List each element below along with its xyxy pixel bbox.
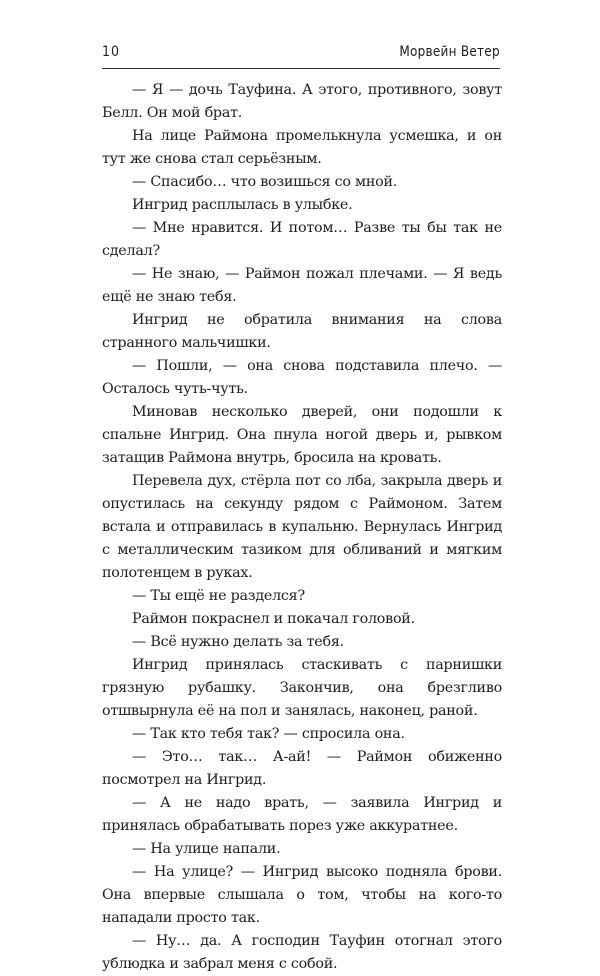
paragraph: — На улице? — Ингрид высоко подняла брови. Она впервые слышала о том, чтобы на кого-то нападали просто так. [102, 864, 502, 926]
page-header [102, 42, 500, 69]
page-number: 10 [102, 44, 121, 60]
paragraph: — Ну… да. А господин Тауфин отогнал этого ублюдка и забрал меня с собой. [102, 933, 502, 972]
paragraph: — Это… так… А-ай! — Раймон обиженно посмотрел на Ингрид. [102, 749, 502, 788]
paragraph: — Мне нравится. И потом… Разве ты бы так не сделал? [102, 220, 502, 259]
paragraph: — Ты ещё не разделся? [132, 588, 305, 604]
paragraph: — Я — дочь Тауфина. А этого, противного, зовут Белл. Он мой брат. [102, 82, 502, 121]
paragraph: Ингрид расплылась в улыбке. [132, 197, 353, 213]
paragraph: — Не знаю, — Раймон пожал плечами. — Я ведь ещё не знаю тебя. [102, 266, 502, 305]
paragraph: Ингрид не обратила внимания на слова странного мальчишки. [102, 312, 502, 351]
paragraph: — На улице напали. [132, 841, 281, 857]
body-text [102, 79, 502, 976]
paragraph: — Так кто тебя так? — спросила она. [132, 726, 405, 742]
paragraph: — А не надо врать, — заявила Ингрид и принялась обрабатывать порез уже аккуратнее. [102, 795, 502, 834]
paragraph: — Всё нужно делать за тебя. [132, 634, 344, 650]
paragraph: — Спасибо… что возишься со мной. [132, 174, 398, 190]
paragraph: — Пошли, — она снова подставила плечо. — Осталось чуть-чуть. [102, 358, 502, 397]
paragraph: Перевела дух, стёрла пот со лба, закрыла дверь и опустилась на секунду рядом с Раймоном. Затем встала и отправилась в купальню. Вернулась Ингрид с металлическим тазиком для обливаний и мягким полотенцем в руках. [102, 473, 502, 581]
paragraph: На лице Раймона промелькнула усмешка, и он тут же снова стал серьёзным. [102, 128, 502, 167]
running-title: Морвейн Ветер [399, 44, 500, 60]
paragraph: Раймон покраснел и покачал головой. [132, 611, 415, 627]
paragraph: Миновав несколько дверей, они подошли к спальне Ингрид. Она пнула ногой дверь и, рывком затащив Раймона внутрь, бросила на кровать. [102, 404, 502, 466]
paragraph: Ингрид принялась стаскивать с парнишки грязную рубашку. Закончив, она брезгливо отшвырнула её на пол и занялась, наконец, раной. [102, 657, 502, 719]
